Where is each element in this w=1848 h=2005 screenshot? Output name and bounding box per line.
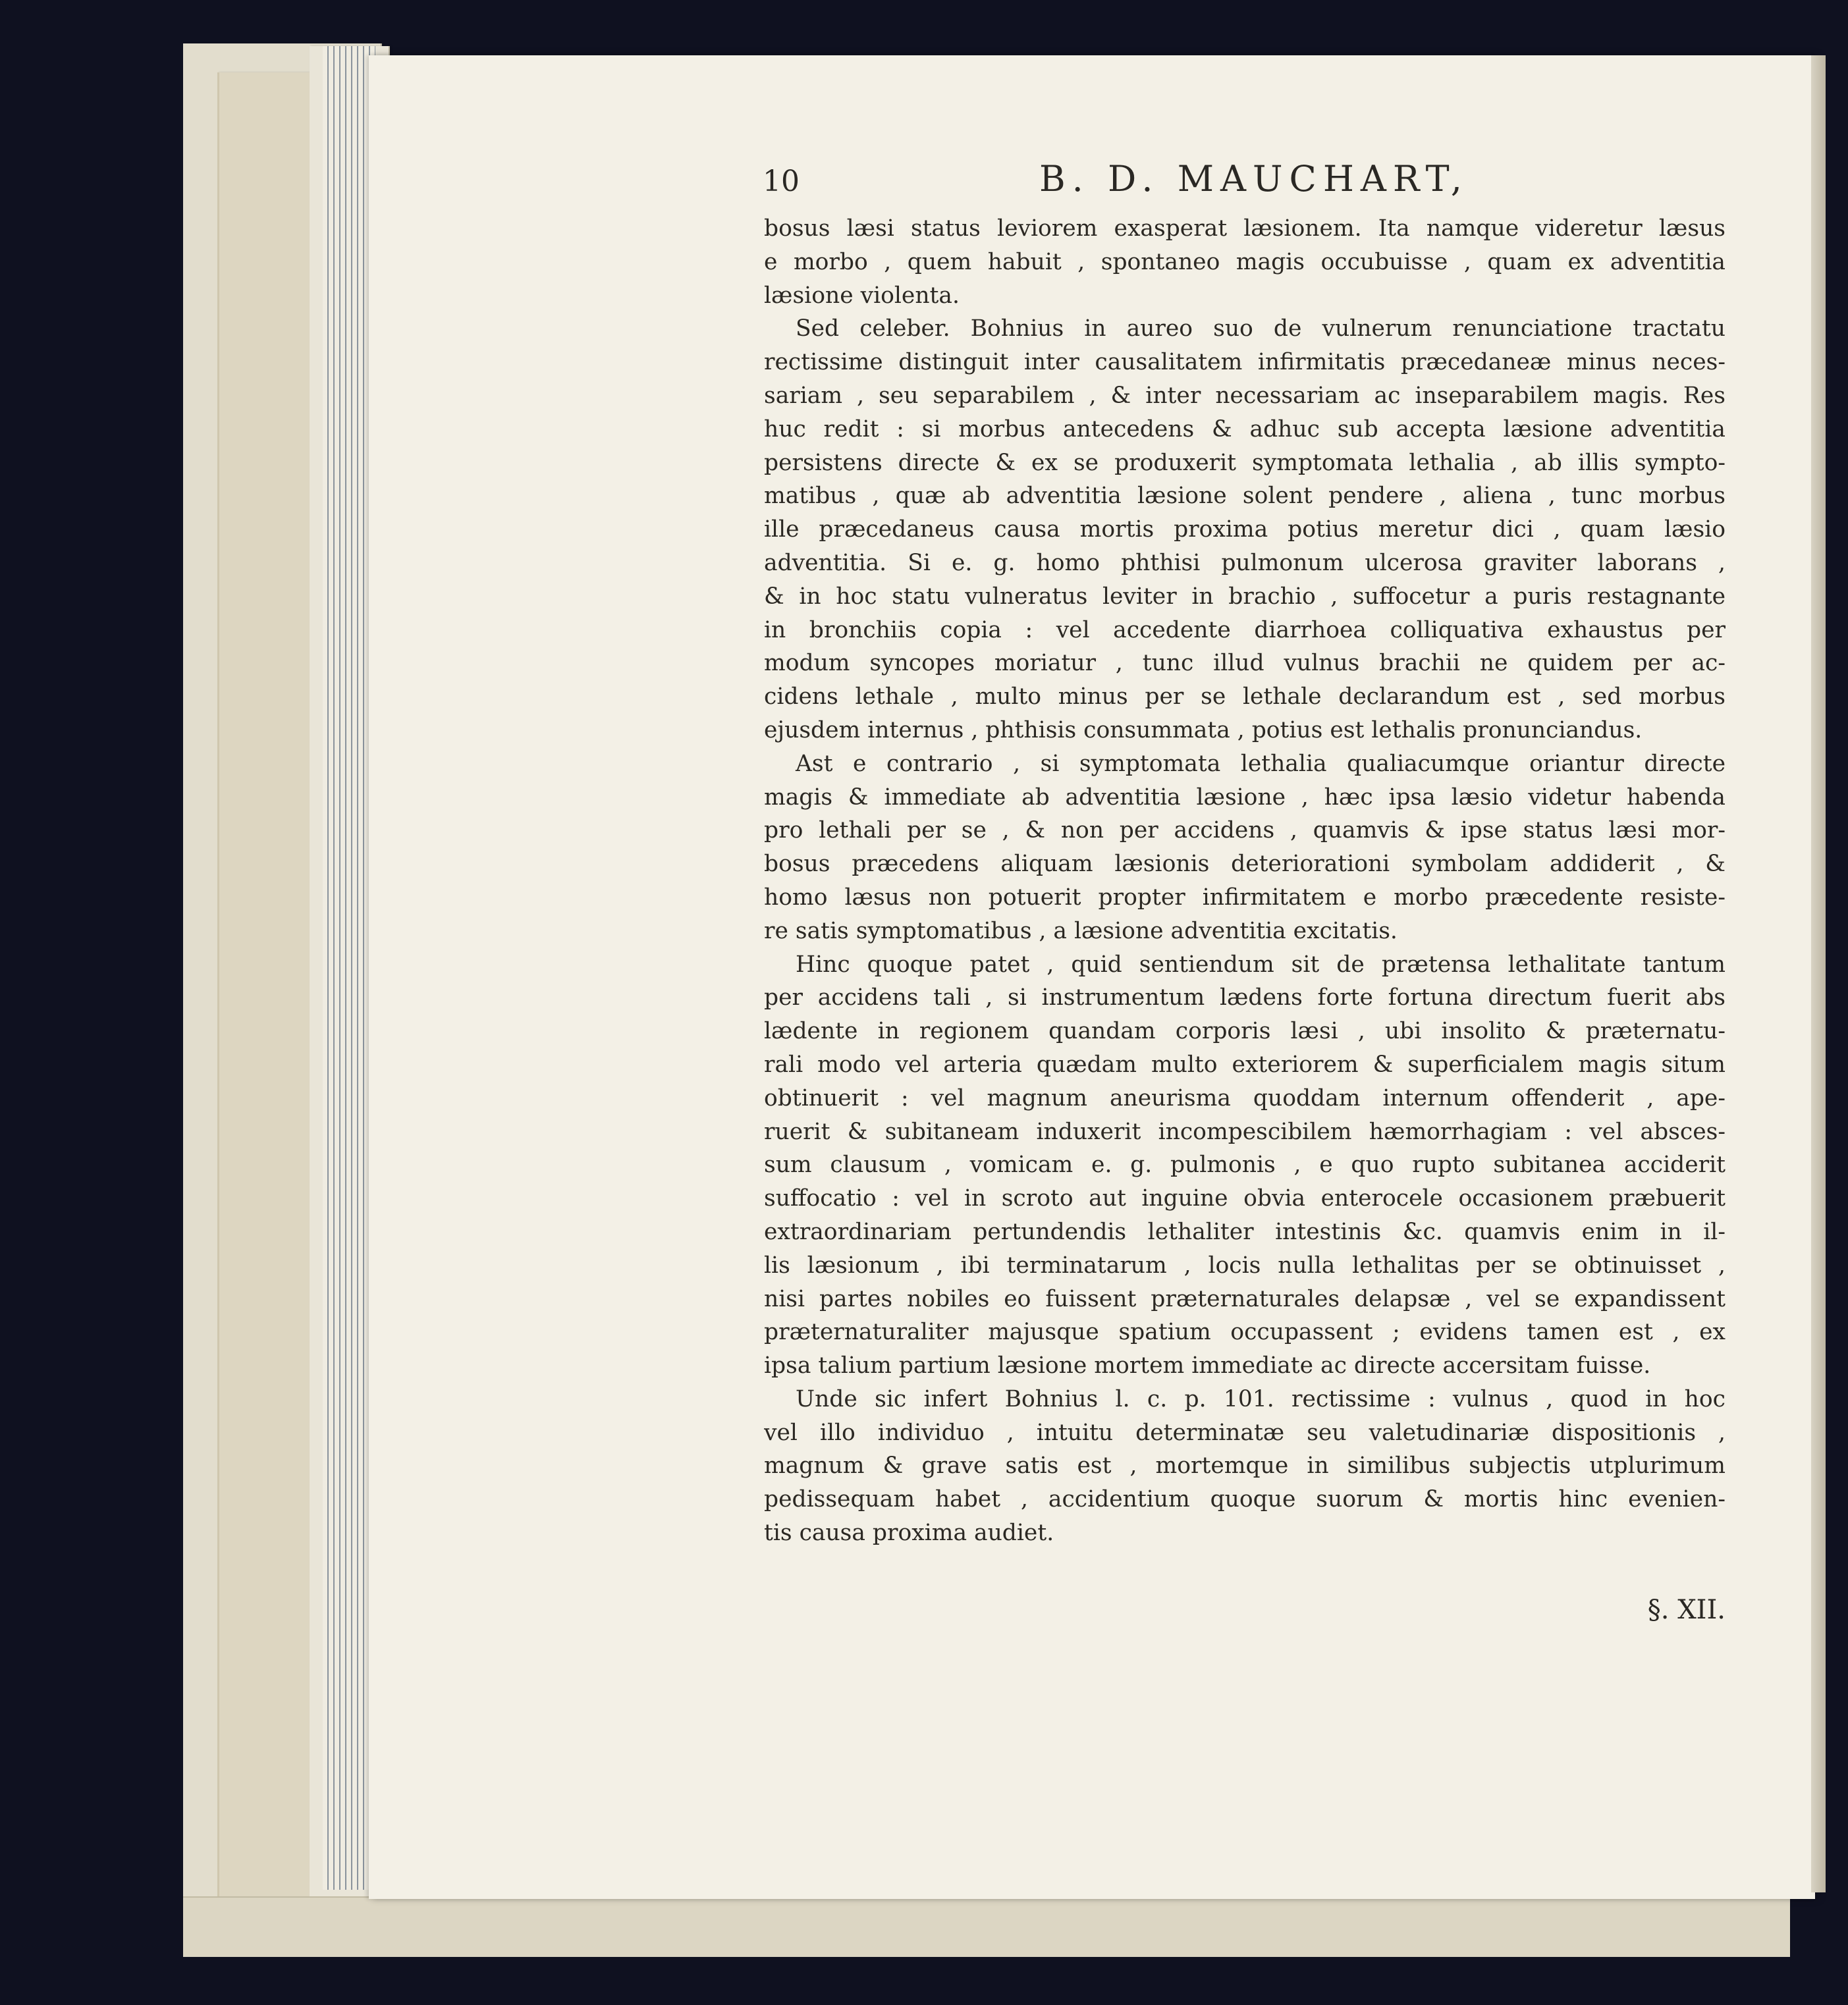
running-head: B. D. MAUCHART, xyxy=(1039,158,1469,200)
text-line: e morbo , quem habuit , spontaneo magis occubuisse , quam ex adventitia xyxy=(764,248,1726,275)
text-line: ruerit & subitaneam induxerit incompescibilem hæmorrhagiam : vel absces- xyxy=(764,1118,1726,1145)
text-line: Unde sic infert Bohnius l. c. p. 101. rectissime : vulnus , quod in hoc xyxy=(796,1385,1726,1412)
text-line: per accidens tali , si instrumentum lædens forte fortuna directum fuerit abs xyxy=(764,984,1726,1011)
text-line: læsione violenta. xyxy=(764,282,960,309)
catchword: §. XII. xyxy=(1647,1595,1726,1625)
text-line: bosus præcedens aliquam læsionis deteriorationi symbolam addiderit , & xyxy=(764,851,1726,878)
text-line: sariam , seu separabilem , & inter necessariam ac inseparabilem magis. Res xyxy=(764,382,1726,409)
text-line: Sed celeber. Bohnius in aureo suo de vulnerum renunciatione tractatu xyxy=(796,315,1726,342)
text-line: Hinc quoque patet , quid sentiendum sit de prætensa lethalitate tantum xyxy=(796,951,1726,978)
text-line: huc redit : si morbus antecedens & adhuc sub accepta læsione adventitia xyxy=(764,415,1726,442)
text-line: rectissime distinguit inter causalitatem infirmitatis præcedaneæ minus neces- xyxy=(764,349,1726,376)
text-line: magnum & grave satis est , mortemque in similibus subjectis utplurimum xyxy=(764,1453,1726,1480)
body-text xyxy=(764,212,1726,1550)
text-line: ille præcedaneus causa mortis proxima potius meretur dici , quam læsio xyxy=(764,516,1726,543)
book-bottom-edge xyxy=(183,1896,1790,1957)
text-line: lædente in regionem quandam corporis læsi , ubi insolito & præternatu- xyxy=(764,1018,1726,1045)
text-line: rali modo vel arteria quædam multo exteriorem & superficialem magis situm xyxy=(764,1051,1726,1078)
text-line: magis & immediate ab adventitia læsione , hæc ipsa læsio videtur habenda xyxy=(764,784,1726,811)
text-line: homo læsus non potuerit propter infirmitatem e morbo præcedente resiste- xyxy=(764,884,1726,911)
text-line: matibus , quæ ab adventitia læsione solent pendere , aliena , tunc morbus xyxy=(764,483,1726,510)
text-line: modum syncopes moriatur , tunc illud vulnus brachii ne quidem per ac- xyxy=(764,650,1726,677)
text-line: lis læsionum , ibi terminatarum , locis nulla lethalitas per se obtinuisset , xyxy=(764,1252,1726,1279)
text-line: in bronchiis copia : vel accedente diarrhoea colliquativa exhaustus per xyxy=(764,616,1726,643)
page-fore-edge xyxy=(1811,55,1826,1892)
text-line: re satis symptomatibus , a læsione adventitia excitatis. xyxy=(764,917,1398,944)
text-line: suffocatio : vel in scroto aut inguine obvia enterocele occasionem præbuerit xyxy=(764,1185,1726,1212)
page-number: 10 xyxy=(763,165,800,198)
text-line: obtinuerit : vel magnum aneurisma quoddam internum offenderit , ape- xyxy=(764,1084,1726,1111)
text-line: vel illo individuo , intuitu determinatæ seu valetudinariæ dispositionis , xyxy=(764,1419,1726,1446)
page-leaves xyxy=(323,46,375,1890)
text-line: persistens directe & ex se produxerit symptomata lethalia , ab illis sympto- xyxy=(764,449,1726,476)
text-line: cidens lethale , multo minus per se lethale declarandum est , sed morbus xyxy=(764,683,1726,710)
page-header xyxy=(763,158,1731,211)
text-line: præternaturaliter majusque spatium occupassent ; evidens tamen est , ex xyxy=(764,1319,1726,1346)
text-line: nisi partes nobiles eo fuissent præternaturales delapsæ , vel se expandissent xyxy=(764,1285,1726,1312)
text-line: Ast e contrario , si symptomata lethalia qualiacumque oriantur directe xyxy=(796,750,1726,777)
text-line: bosus læsi status leviorem exasperat læsionem. Ita namque videretur læsus xyxy=(764,215,1726,242)
text-line: tis causa proxima audiet. xyxy=(764,1520,1054,1547)
text-line: ipsa talium partium læsione mortem immediate ac directe accersitam fuisse. xyxy=(764,1352,1651,1379)
text-line: extraordinariam pertundendis lethaliter intestinis &c. quamvis enim in il- xyxy=(764,1218,1726,1245)
text-line: sum clausum , vomicam e. g. pulmonis , e quo rupto subitanea acciderit xyxy=(764,1152,1726,1179)
text-line: pedissequam habet , accidentium quoque suorum & mortis hinc evenien- xyxy=(764,1486,1726,1513)
text-line: & in hoc statu vulneratus leviter in brachio , suffocetur a puris restagnante xyxy=(764,583,1726,610)
text-line: ejusdem internus , phthisis consummata , potius est lethalis pronunciandus. xyxy=(764,716,1643,743)
text-line: adventitia. Si e. g. homo phthisi pulmonum ulcerosa graviter laborans , xyxy=(764,549,1726,576)
text-line: pro lethali per se , & non per accidens , quamvis & ipse status læsi mor- xyxy=(764,817,1726,844)
